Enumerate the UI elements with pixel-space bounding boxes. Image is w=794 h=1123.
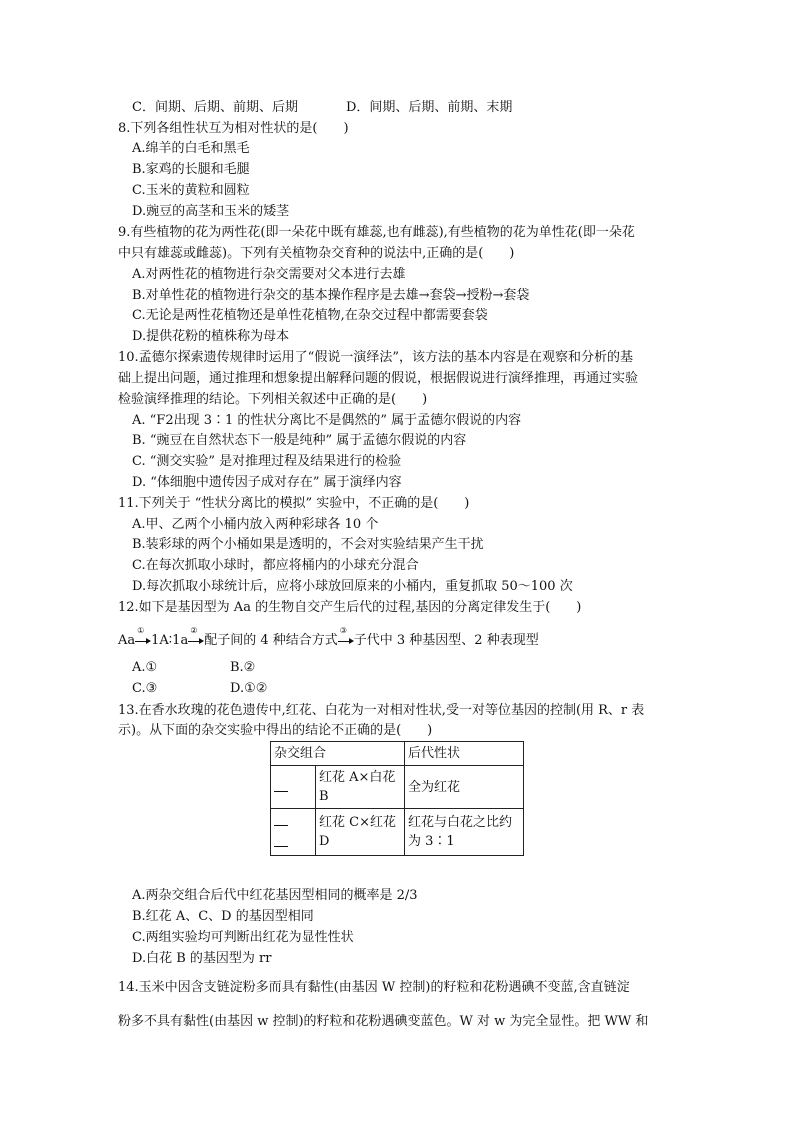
q12-flow-gametes: 1A∶1a [151, 633, 189, 648]
q9-option-a: A.对两性花的植物进行杂交需要对父本进行去雄 [132, 267, 406, 282]
q12-flow-aa: Aa [118, 633, 136, 648]
q13-stem-line1: 13.在香水玫瑰的花色遗传中,红花、白花为一对相对性状,受一对等位基因的控制(用 R、r 表 [118, 703, 645, 718]
table-row [271, 766, 524, 809]
q10-stem-line2: 础上提出问题，通过推理和想象提出解释问题的假说，根据假说进行演绎推理，再通过实验 [118, 371, 639, 386]
q13-option-b: B.红花 A、C、D 的基因型相同 [132, 909, 314, 924]
cross-table [270, 741, 524, 856]
q10-option-a: A. “F2出现 3∶1 的性状分离比不是偶然的” 属于孟德尔假说的内容 [132, 413, 522, 428]
q14-line2: 粉多不具有黏性(由基因 w 控制)的籽粒和花粉遇碘变蓝色。W 对 w 为完全显性。把 WW 和 [118, 1014, 649, 1029]
table-header-cross: 杂交组合 [271, 742, 405, 766]
q13-stem-line2: 示)。从下面的杂交实验中得出的结论不正确的是( ) [118, 723, 433, 738]
arrow-icon [188, 625, 204, 646]
q12-stem: 12.如下是基因型为 Aa 的生物自交产生后代的过程,基因的分离定律发生于( ) [118, 600, 582, 615]
table-row-index-blank [271, 809, 316, 856]
q13-option-c: C.两组实验均可判断出红花为显性性状 [132, 930, 354, 945]
table-cell-result: 全为红花 [405, 766, 524, 809]
q10-option-c: C. “测交实验” 是对推理过程及结果进行的检验 [132, 454, 402, 469]
q8-stem: 8.下列各组性状互为相对性状的是( ) [118, 121, 349, 136]
q8-option-a: A.绵羊的白毛和黑毛 [132, 141, 250, 156]
q12-step-3: ③ [339, 625, 347, 635]
q8-option-c: C.玉米的黄粒和圆粒 [132, 183, 250, 198]
q13-option-d: D.白花 B 的基因型为 rr [132, 951, 272, 966]
q11-option-d: D.每次抓取小球统计后，应将小球放回原来的小桶内，重复抓取 50～100 次 [132, 579, 573, 594]
q7-option-c: C．间期、后期、前期、后期 [132, 100, 298, 115]
arrow-icon [338, 625, 354, 646]
q11-option-c: C.在每次抓取小球时，都应将桶内的小球充分混合 [132, 558, 419, 573]
q12-step-1: ① [137, 625, 145, 635]
q9-stem-line2: 中只有雄蕊或雌蕊)。下列有关植物杂交育种的说法中,正确的是( ) [118, 246, 515, 261]
q12-flow-offspring: 子代中 3 种基因型、2 种表现型 [353, 633, 539, 648]
table-cell-result: 红花与白花之比约 为 3∶1 [405, 809, 524, 856]
table-row [271, 809, 524, 856]
q8-option-b: B.家鸡的长腿和毛腿 [132, 162, 250, 177]
q9-stem-line1: 9.有些植物的花为两性花(即一朵花中既有雄蕊,也有雌蕊),有些植物的花为单性花(即一朵花 [118, 225, 635, 240]
q12-option-d: D.①② [230, 681, 268, 696]
table-header-row [271, 742, 524, 766]
q12-flow [118, 625, 539, 651]
table-cell-cross: 红花 C×红花 D [316, 809, 405, 856]
table-row-index-blank [271, 766, 316, 809]
q14-line1: 14.玉米中因含支链淀粉多而具有黏性(由基因 W 控制)的籽粒和花粉遇碘不变蓝,含直链淀 [118, 980, 630, 995]
q11-option-a: A.甲、乙两个小桶内放入两种彩球各 10 个 [132, 517, 379, 532]
q7-option-d: D．间期、后期、前期、末期 [346, 100, 513, 115]
q12-option-c: C.③ [132, 681, 158, 696]
q9-option-d: D.提供花粉的植株称为母本 [132, 329, 290, 344]
q8-option-d: D.豌豆的高茎和玉米的矮茎 [132, 204, 290, 219]
q10-stem-line3: 检验演绎推理的结论。下列相关叙述中正确的是( ) [118, 392, 428, 407]
q12-step-2: ② [190, 625, 198, 635]
q11-option-b: B.装彩球的两个小桶如果是透明的，不会对实验结果产生干扰 [132, 537, 484, 552]
q10-option-b: B. “豌豆在自然状态下一般是纯种” 属于孟德尔假说的内容 [132, 433, 467, 448]
q12-option-a: A.① [132, 660, 158, 675]
table-cell-cross: 红花 A×白花 B [316, 766, 405, 809]
q12-flow-combinations: 配子间的 4 种结合方式 [204, 633, 338, 648]
q13-option-a: A.两杂交组合后代中红花基因型相同的概率是 2/3 [132, 888, 418, 903]
q10-stem-line1: 10.孟德尔探索遗传规律时运用了“假说一演绎法”，该方法的基本内容是在观察和分析的基 [118, 350, 633, 365]
arrow-icon [135, 625, 151, 646]
q12-option-b: B.② [230, 660, 256, 675]
q11-stem: 11.下列关于 “性状分离比的模拟” 实验中，不正确的是( ) [118, 496, 470, 511]
q10-option-d: D. “体细胞中遗传因子成对存在” 属于演绎内容 [132, 475, 402, 490]
q9-option-c: C.无论是两性花植物还是单性花植物,在杂交过程中都需要套袋 [132, 308, 488, 323]
table-header-result: 后代性状 [405, 742, 524, 766]
q9-option-b: B.对单性花的植物进行杂交的基本操作程序是去雄→套袋→授粉→套袋 [132, 288, 530, 303]
